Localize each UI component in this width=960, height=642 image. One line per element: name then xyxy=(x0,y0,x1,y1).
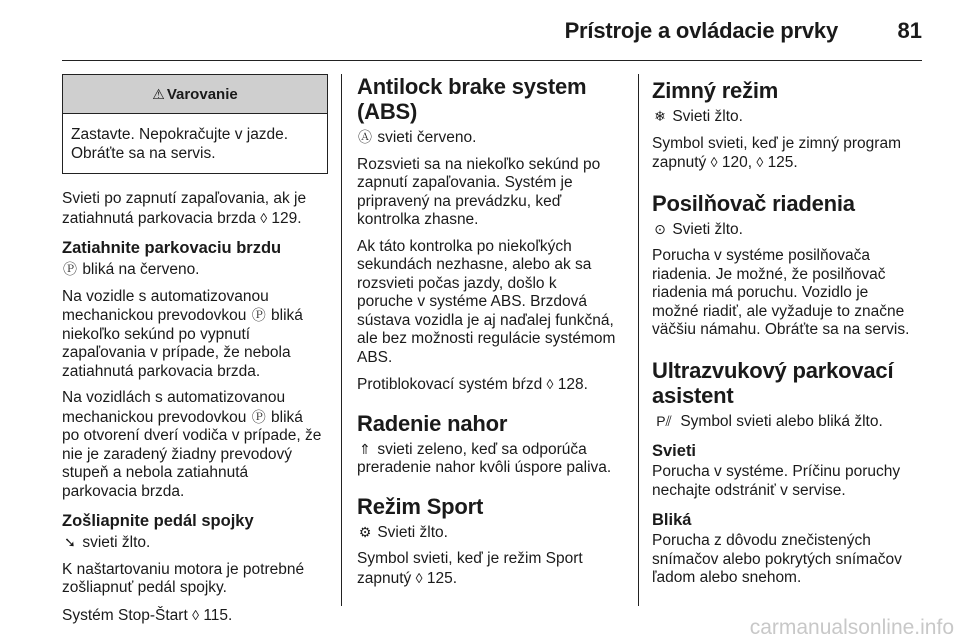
text-line: snímačov alebo pokrytých snímačov xyxy=(652,550,902,568)
section-heading: Zimný režim xyxy=(652,78,779,103)
paragraph xyxy=(652,247,927,340)
text-line: zošliapnuť pedál spojky. xyxy=(62,579,227,596)
text-line: mechanickou prevodovkou xyxy=(62,408,247,426)
section-heading: Bliká xyxy=(652,511,692,529)
paragraph xyxy=(652,220,927,240)
text-line: bliká xyxy=(271,408,303,426)
page-reference[interactable]: 129. xyxy=(271,209,302,227)
text-line: Svieti žlto. xyxy=(672,108,743,125)
page-reference-arrow-icon: ◊ xyxy=(415,569,423,586)
text-line: zatiahnutá parkovacia brzda. xyxy=(62,362,261,380)
text-line: ABS. xyxy=(357,348,393,366)
text-line: nie je zaradený žiadny prevodový xyxy=(62,445,293,463)
text-line: niekoľko sekúnd po vypnutí xyxy=(62,325,251,343)
watermark: carmanualsonline.info xyxy=(749,616,954,639)
paragraph xyxy=(62,190,328,228)
page-reference-arrow-icon: ◊ xyxy=(192,606,199,623)
header-title: Prístroje a ovládacie prvky xyxy=(564,18,838,43)
text-line: väčšiu námahu. Obráťte sa na servis. xyxy=(652,321,910,338)
paragraph xyxy=(357,440,629,478)
column-3 xyxy=(652,74,927,596)
column-divider-2 xyxy=(638,74,639,606)
text-line: pripravený na prevádzku, keď xyxy=(357,192,562,210)
warning-box xyxy=(62,74,328,174)
parking-brake-icon: Ⓟ xyxy=(251,408,266,425)
page-reference[interactable]: 115. xyxy=(203,606,233,624)
text-line: zapnutý xyxy=(357,569,412,587)
page-reference[interactable]: 128. xyxy=(557,376,588,393)
paragraph xyxy=(357,550,629,588)
section-heading: Zatiahnite parkovaciu brzdu xyxy=(62,239,282,257)
paragraph xyxy=(357,238,629,368)
section-heading: Zošliapnite pedál spojky xyxy=(62,512,254,530)
paragraph xyxy=(62,533,328,553)
page-reference-arrow-icon: ◊ xyxy=(546,376,554,392)
text-line: stupeň a nebola zatiahnutá xyxy=(62,464,249,481)
column-1 xyxy=(62,74,328,633)
text-line: zapnutý xyxy=(652,154,707,171)
text-line: riadenia. Je možné, že posilňovač xyxy=(652,265,886,283)
header-divider xyxy=(62,60,922,61)
upshift-arrow-icon: ⇑ xyxy=(359,440,371,457)
paragraph xyxy=(652,412,927,432)
text-line: Svieti žlto. xyxy=(672,220,743,238)
sport-mode-icon: ⚙ xyxy=(358,523,372,540)
paragraph xyxy=(652,107,927,127)
text-line: Porucha v systéme. Príčinu poruchy xyxy=(652,463,901,480)
text-line: Porucha z dôvodu znečistených xyxy=(652,532,871,549)
text-line: Symbol svieti, keď je zimný program xyxy=(652,134,901,152)
page-reference-arrow-icon: ◊ xyxy=(710,154,718,170)
warning-title: Varovanie xyxy=(166,86,238,103)
heading-line: Ultrazvukový parkovací xyxy=(652,357,894,383)
text-line: nechajte odstrániť v servise. xyxy=(652,481,846,499)
warning-body xyxy=(63,114,327,173)
page-header xyxy=(0,0,960,60)
text-line: možné riadiť, ale vyžaduje to značne xyxy=(652,302,905,320)
text-line: Protiblokovací systém bŕzd xyxy=(357,376,543,393)
page-reference[interactable]: 125. xyxy=(426,569,458,587)
text-line: svieti žlto. xyxy=(82,534,151,551)
text-line: mechanickou prevodovkou xyxy=(62,307,247,324)
page-reference-arrow-icon: ◊ xyxy=(756,154,764,170)
text-line: kontrolka zhasne. xyxy=(357,211,479,228)
paragraph xyxy=(652,135,927,173)
section-heading xyxy=(357,74,629,124)
text-line: Rozsvieti sa na niekoľko sekúnd po xyxy=(357,155,601,173)
paragraph xyxy=(652,463,927,500)
page-reference[interactable]: 120, xyxy=(721,154,753,171)
text-line: rozsvieti počas jazdy, došlo k xyxy=(357,274,557,292)
section-heading: Režim Sport xyxy=(357,493,484,519)
text-line: preradenie nahor kvôli úspore paliva. xyxy=(357,459,612,476)
paragraph xyxy=(652,532,927,588)
text-line: Svieti po zapnutí zapaľovania, ak je xyxy=(62,190,307,207)
text-line: po otvorení dverí vodiča v prípade, že xyxy=(62,427,322,444)
text-line: Systém Stop-Štart xyxy=(62,606,188,624)
heading-line: asistent xyxy=(652,382,734,408)
paragraph xyxy=(62,288,328,382)
page-reference[interactable]: 125. xyxy=(767,154,798,171)
text-line: zapaľovania v prípade, že nebola xyxy=(62,344,291,361)
paragraph xyxy=(357,523,629,543)
text-line: zapnutí zapaľovania. Systém je xyxy=(357,174,573,191)
parking-brake-icon: Ⓟ xyxy=(63,261,77,277)
paragraph xyxy=(62,561,328,598)
text-line: Na vozidlách s automatizovanou xyxy=(62,389,286,406)
parking-brake-icon: Ⓟ xyxy=(251,307,266,323)
text-line: parkovacia brzda. xyxy=(62,482,185,500)
text-line: ľadom alebo snehom. xyxy=(652,569,802,586)
page-reference-arrow-icon: ◊ xyxy=(260,209,268,226)
text-line: Svieti žlto. xyxy=(377,523,448,541)
warning-text-line: Obráťte sa na servis. xyxy=(71,144,216,162)
text-line: Porucha v systéme posilňovača xyxy=(652,247,870,264)
paragraph xyxy=(357,375,629,395)
text-line: Symbol svieti alebo bliká žlto. xyxy=(680,412,883,430)
text-line: riadenia má poruchu. Vozidlo je xyxy=(652,284,869,301)
snowflake-icon: ❄ xyxy=(654,108,666,124)
text-line: ale bez možnosti regulácie systémom xyxy=(357,330,616,347)
heading-line: Antilock brake system xyxy=(357,74,587,99)
warning-header xyxy=(63,75,327,114)
paragraph xyxy=(62,606,328,626)
text-line: zatiahnutá parkovacia brzda xyxy=(62,209,256,227)
text-line: svieti červeno. xyxy=(377,129,477,146)
text-line: Ak táto kontrolka po niekoľkých xyxy=(357,237,572,255)
text-line: Symbol svieti, keď je režim Sport xyxy=(357,550,583,567)
heading-line: (ABS) xyxy=(357,99,418,124)
page-number: 81 xyxy=(897,18,922,43)
warning-triangle-icon: ⚠ xyxy=(152,86,165,102)
warning-text-line: Zastavte. Nepokračujte v jazde. xyxy=(71,126,289,143)
section-heading: Posilňovač riadenia xyxy=(652,190,855,216)
text-line: sústava vozidla je aj naďalej funkčná, xyxy=(357,311,614,329)
section-heading: Svieti xyxy=(652,442,697,460)
text-line: svieti zeleno, keď sa odporúča xyxy=(377,440,587,458)
clutch-pedal-icon: ➘ xyxy=(64,534,76,550)
steering-wheel-icon: ⊙ xyxy=(654,220,666,237)
section-heading xyxy=(652,358,927,408)
text-line: sekundách nezhasne, alebo ak sa xyxy=(357,256,592,273)
paragraph xyxy=(62,260,328,280)
text-line: bliká na červeno. xyxy=(82,261,200,278)
paragraph xyxy=(357,128,629,148)
parking-assist-icon: P⫽ xyxy=(656,412,672,429)
paragraph xyxy=(357,156,629,230)
column-2 xyxy=(357,74,629,596)
text-line: K naštartovaniu motora je potrebné xyxy=(62,560,305,578)
text-line: bliká xyxy=(271,307,303,324)
section-heading: Radenie nahor xyxy=(357,410,508,436)
paragraph xyxy=(62,389,328,501)
abs-icon: Ⓐ xyxy=(358,129,372,145)
text-line: poruche v systéme ABS. Brzdová xyxy=(357,293,588,310)
text-line: Na vozidle s automatizovanou xyxy=(62,287,269,305)
column-divider-1 xyxy=(341,74,342,606)
